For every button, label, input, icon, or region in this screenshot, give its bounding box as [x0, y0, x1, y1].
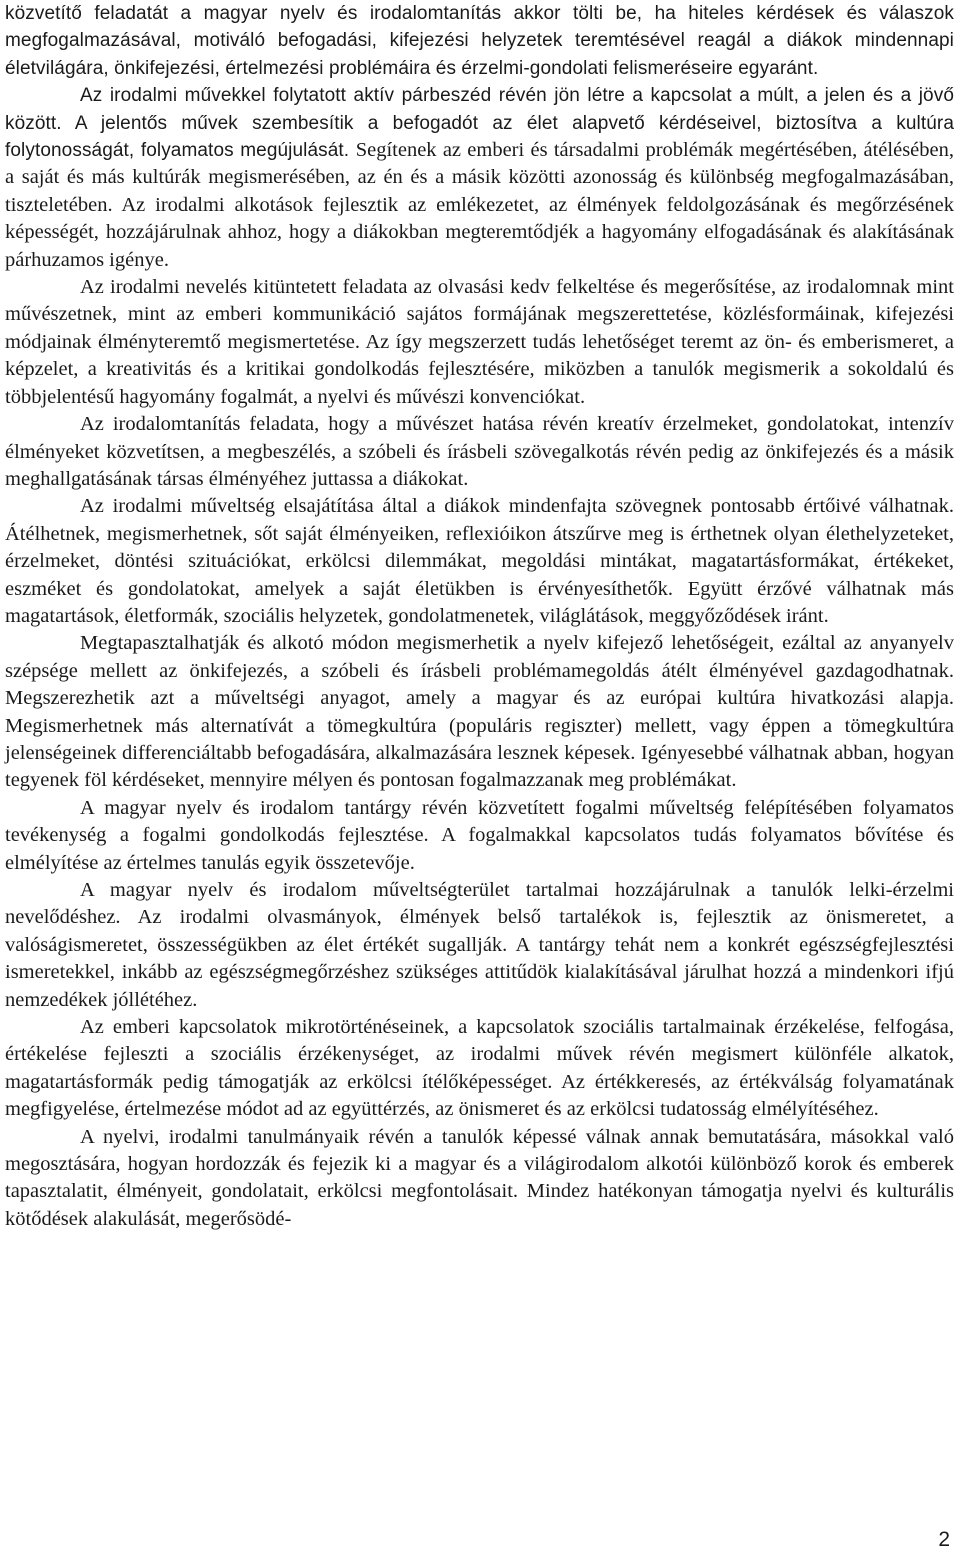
paragraph: [5, 630, 954, 794]
paragraph: [5, 795, 954, 877]
paragraph-text: Az irodalmi műveltség elsajátítása által a diákok mindenfajta szövegnek pontosabb értőivé válhatnak. Átélhetnek, megismerhetnek, sőt saját élményeiken, reflexióikon átszűrve meg is érthetnek olyan élethelyzeteket, érzelmeket, döntési szituációkat, erkölcsi dilemmákat, megoldási mintákat, magatartásformákat, értékeket, eszméket és gondolatokat, amelyek a saját életükben is érvényesíthetők. Együtt érzővé válhatnak más magatartások, életformák, szociális helyzetek, gondolatmenetek, világlátások, meggyőződések iránt.: [5, 495, 954, 627]
paragraph: [5, 877, 954, 1014]
paragraph-text: Az irodalomtanítás feladata, hogy a művészet hatása révén kreatív érzelmeket, gondolatokat, intenzív élményeket közvetítsen, a megbeszélés, a szóbeli és írásbeli szövegalkotás révén pedig az önkifejezés és a másik meghallgatásának társas élményéhez juttassa a diákokat.: [5, 413, 954, 490]
paragraph: [5, 1014, 954, 1124]
body-text: [5, 0, 954, 1233]
paragraph-text: Az irodalmi művekkel folytatott aktív párbeszéd révén jön létre a kapcsolat a múlt, a jelen és a jövő között. A jelentős művek szembesítik a befogadót az élet alapvető kérdéseivel, biztosítva a kultúra folytonosságát, folyamatos megújulását.: [5, 85, 954, 162]
paragraph-text: Megtapasztalhatják és alkotó módon megismerhetik a nyelv kifejező lehetőségeit, ezáltal az anyanyelv szépsége mellett az önkifejezés, a szóbeli és írásbeli problémamegoldás átélt élményével gazdagodhatnak. Megszerezhetik azt a műveltségi anyagot, amely a magyar és az európai kultúra hivatkozási alapja. Megismerhetnek más alternatívát a tömegkultúra (populáris regiszter) mellett, vagy éppen a tömegkultúra jelenségeinek differenciáltabb befogadására, alkalmazására lesznek képesek. Igényesebbé válhatnak abban, hogyan tegyenek föl kérdéseket, mennyire mélyen és pontosan fogalmazzanak meg problémákat.: [5, 632, 954, 792]
paragraph-text: A magyar nyelv és irodalom tantárgy révén közvetített fogalmi műveltség felépítésében folyamatos tevékenység a fogalmi gondolkodás fejlesztése. A fogalmakkal kapcsolatos tudás folyamatos bővítése és elmélyítése az értelmes tanulás egyik összetevője.: [5, 796, 954, 874]
paragraph-text: közvetítő feladatát a magyar nyelv és irodalomtanítás akkor tölti be, ha hiteles kérdések és válaszok megfogalmazásával, motiváló befogadási, kifejezési helyzetek teremtésével reagál a diákok mindennapi életvilágára, önkifejezési, értelmezési problémáira és érzelmi-gondolati felismeréseire egyaránt.: [5, 3, 954, 79]
paragraph-text: Az irodalmi nevelés kitüntetett feladata az olvasási kedv felkeltése és megerősítése, az irodalomnak mint művészetnek, mint az emberi kommunikáció sajátos formájának megszerettetése, közlésformáinak, kifejezési módjainak élményteremtő megismertetése. Az így megszerzett tudás lehetőséget teremt az ön- és emberismeret, a képzelet, a kreativitás és a kritikai gondolkodás fejlesztésére, miközben a tanulók megismerik a sokoldalú és többjelentésű hagyomány fogalmát, a nyelvi és művészi konvenciókat.: [5, 276, 954, 408]
paragraph-text: Segítenek az emberi és társadalmi problémák megértésében, átélésében, a saját és más kultúrák megismerésében, az én és a másik közötti azonosság és különbség megfogalmazásában, tiszteletében. Az irodalmi alkotások fejlesztik az emlékezetet, az élmények feldolgozásának és megőrzésének képességét, hozzájárulnak ahhoz, hogy a diákokban megteremtődjék a hagyomány elfogadásának és alakításának párhuzamos igénye.: [5, 139, 954, 271]
page-number: 2: [938, 1528, 950, 1551]
paragraph: [5, 493, 954, 630]
paragraph: [5, 274, 954, 411]
paragraph: [5, 411, 954, 493]
paragraph-text: Az emberi kapcsolatok mikrotörténéseinek, a kapcsolatok szociális tartalmainak érzékelése, felfogása, értékelése fejleszti a szociális érzékenységet, az irodalmi művek révén megismert különféle alkatok, magatartásformák pedig támogatják az erkölcsi ítélőképességet. Az értékkeresés, az értékválság folyamatának megfigyelése, értelmezése módot ad az együttérzés, az önismeret és az erkölcsi tudatosság elmélyítéséhez.: [5, 1016, 954, 1121]
paragraph: [5, 0, 954, 82]
paragraph: [5, 82, 954, 274]
paragraph-text: A nyelvi, irodalmi tanulmányaik révén a tanulók képessé válnak annak bemutatására, másokkal való megosztására, hogyan hordozzák és fejezik ki a magyar és a világirodalom alkotói különböző korok és emberek tapasztalatit, élményeit, gondolatait, erkölcsi megfontolásait. Mindez hatékonyan támogatja nyelvi és kulturális kötődések alakulását, megerősödé-: [5, 1125, 954, 1230]
paragraph: [5, 1124, 954, 1234]
paragraph-text: A magyar nyelv és irodalom műveltségterület tartalmai hozzájárulnak a tanulók lelki-érzelmi nevelődéshez. Az irodalmi olvasmányok, élmények belső tartalékok is, fejlesztik az önismeretet, a valóságismeretet, összességükben az élet értékét sugallják. A tantárgy tehát nem a konkrét egészségfejlesztési ismeretekkel, inkább az egészségmegőrzéshez szükséges attitűdök kialakításával járulhat hozzá a mindenkori ifjú nemzedékek jóllétéhez.: [5, 879, 954, 1011]
